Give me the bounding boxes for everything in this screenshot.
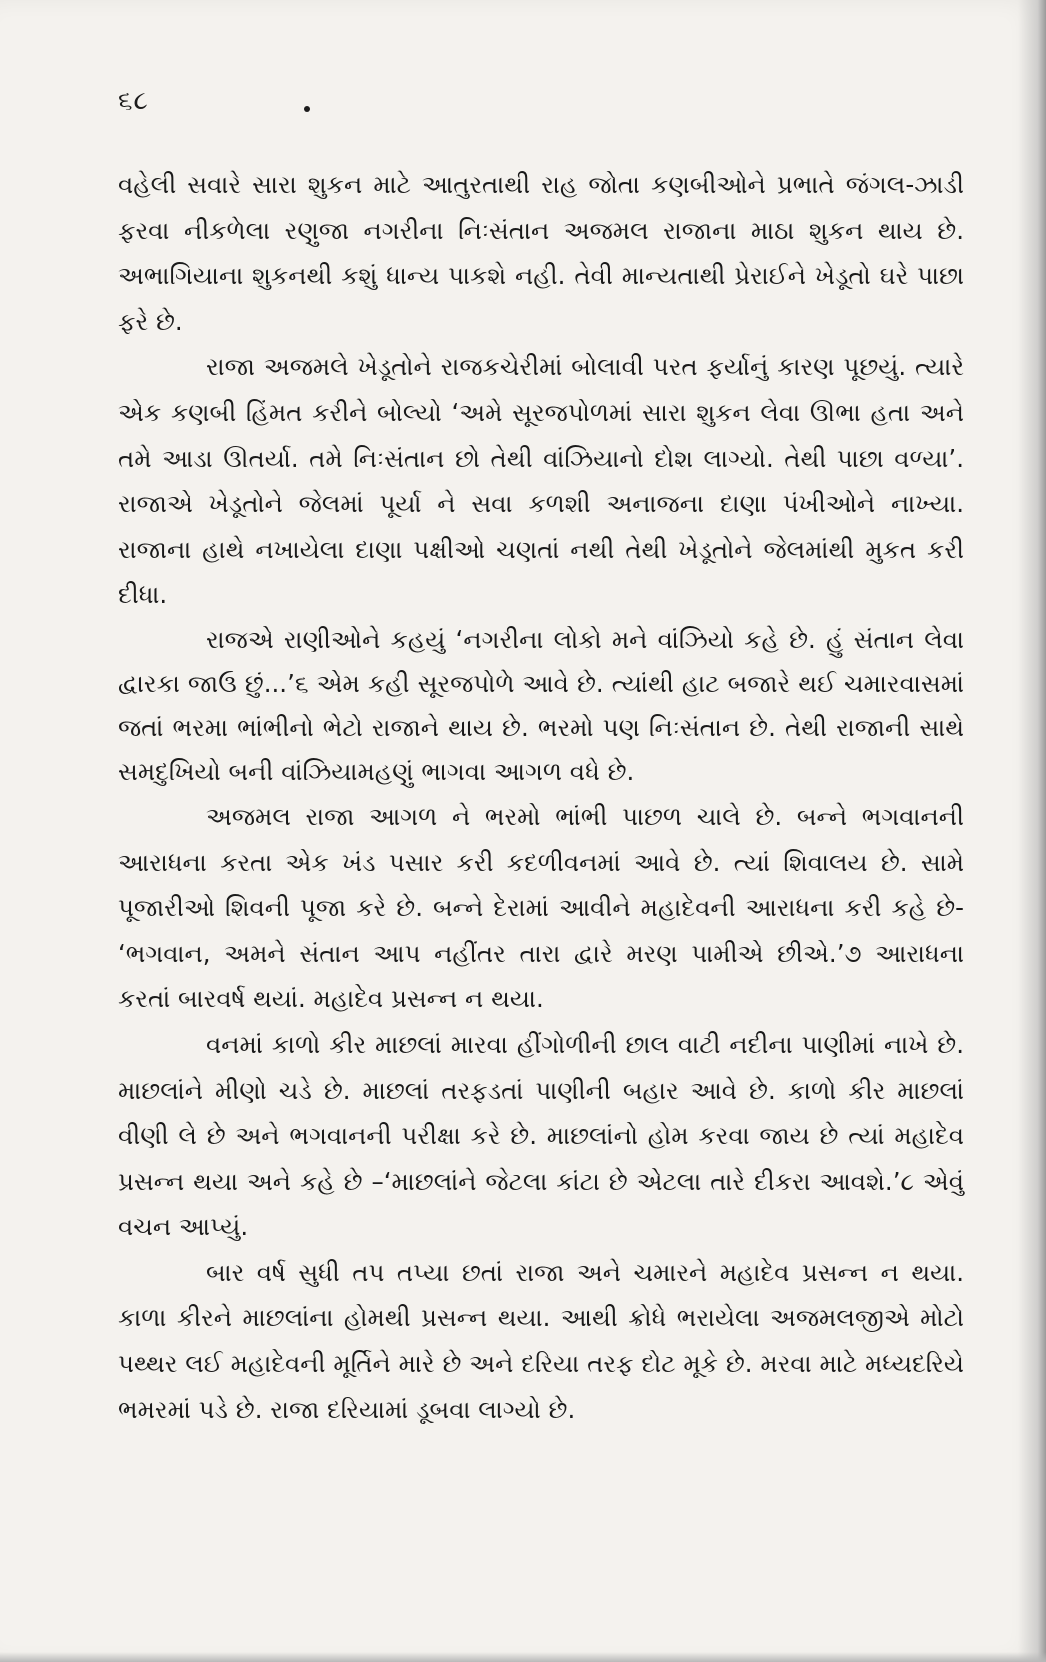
page-edge-shadow	[1018, 0, 1046, 1662]
paragraph-4: અજમલ રાજા આગળ ને ભરમો ભાંભી પાછળ ચાલે છે. બન્ને ભગવાનની આરાધના કરતા એક ખંડ પસાર કરી કદળીવનમાં આવે છે. ત્યાં શિવાલય છે. સામે પૂજારીઓ શિવની પૂજા કરે છે. બન્ને દેરામાં આવીને મહાદેવની આરાધના કરી કહે છે- ‘ભગવાન, અમને સંતાન આપ નહીંતર તારા દ્વારે મરણ પામીએ છીએ.’૭ આરાધના કરતાં બારવર્ષ થયાં. મહાદેવ પ્રસન્ન ન થયા.	[118, 801, 964, 1014]
paragraph-2: રાજા અજમલે ખેડૂતોને રાજકચેરીમાં બોલાવી પરત ફર્યાનું કારણ પૂછયું. ત્યારે એક કણબી હિંમત કરીને બોલ્યો ‘અમે સૂરજપોળમાં સારા શુકન લેવા ઊભા હતા અને તમે આડા ઊતર્યા. તમે નિઃસંતાન છો તેથી વાંઝિયાનો દોશ લાગ્યો. તેથી પાછા વળ્યા’. રાજાએ ખેડૂતોને જેલમાં પૂર્યા ને સવા કળશી અનાજના દાણા પંખીઓને નાખ્યા. રાજાના હાથે નખાયેલા દાણા પક્ષીઓ ચણતાં નથી તેથી ખેડૂતોને જેલમાંથી મુકત કરી દીધા.	[118, 352, 964, 610]
paragraph-1: વહેલી સવારે સારા શુકન માટે આતુરતાથી રાહ જોતા કણબીઓને પ્રભાતે જંગલ-ઝાડી ફરવા નીકળેલા રણુજા નગરીના નિઃસંતાન અજમલ રાજાના માઠા શુકન થાય છે. અભાગિયાના શુકનથી કશું ધાન્ય પાકશે નહી. તેવી માન્યતાથી પ્રેરાઈને ખેડૂતો ઘરે પાછા ફરે છે.	[118, 170, 964, 336]
paragraph-5: વનમાં કાળો કીર માછલાં મારવા હીંગોળીની છાલ વાટી નદીના પાણીમાં નાખે છે. માછલાંને મીણો ચડે છે. માછલાં તરફડતાં પાણીની બહાર આવે છે. કાળો કીર માછલાં વીણી લે છે અને ભગવાનની પરીક્ષા કરે છે. માછલાંનો હોમ કરવા જાય છે ત્યાં મહાદેવ પ્રસન્ન થયા અને કહે છે –‘માછલાંને જેટલા કાંટા છે એટલા તારે દીકરા આવશે.’૮ એવું વચન આપ્યું.	[118, 1029, 964, 1242]
page-number: ૬૮	[118, 86, 149, 116]
paragraph-3: રાજએ રાણીઓને કહયું ‘નગરીના લોકો મને વાંઝિયો કહે છે. હું સંતાન લેવા દ્વારકા જાઉ છું...’૬ એમ કહી સૂરજપોળે આવે છે. ત્યાંથી હાટ બજારે થઈ ચમારવાસમાં જતાં ભરમા ભાંભીનો ભેટો રાજાને થાય છે. ભરમો પણ નિઃસંતાન છે. તેથી રાજાની સાથે સમદુખિયો બની વાંઝિયામહણું ભાગવા આગળ વધે છે.	[118, 624, 964, 786]
page-bottom-edge	[0, 1652, 1046, 1662]
paragraph-6: બાર વર્ષ સુધી તપ તપ્યા છતાં રાજા અને ચમારને મહાદેવ પ્રસન્ન ન થયા. કાળા કીરને માછલાંના હોમથી પ્રસન્ન થયા. આથી ક્રોધે ભરાયેલા અજમલજીએ મોટો પથ્થર લઈ મહાદેવની મૂર્તિને મારે છે અને દરિયા તરફ દોટ મૂકે છે. મરવા માટે મધ્યદરિયે ભમરમાં પડે છે. રાજા દરિયામાં ડૂબવા લાગ્યો છે.	[118, 1257, 964, 1424]
body-text	[118, 162, 964, 1432]
header-dot-mark	[304, 106, 310, 112]
